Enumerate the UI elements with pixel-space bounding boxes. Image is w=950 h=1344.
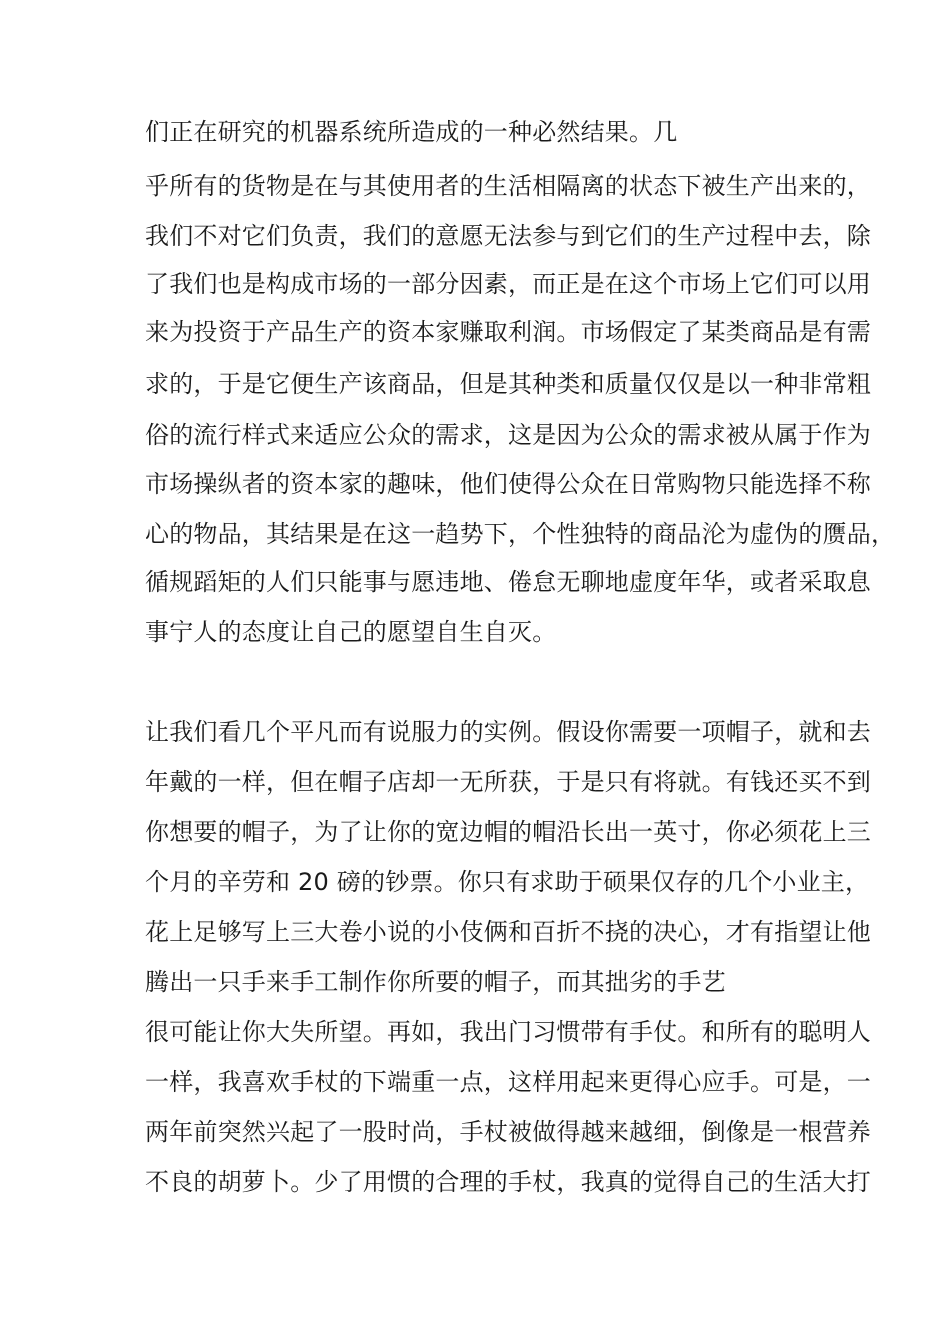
text-line: 乎所有的货物是在与其使用者的生活相隔离的状态下被生产出来的，	[145, 172, 871, 200]
text-line: 我们不对它们负责，我们的意愿无法参与到它们的生产过程中去，除	[145, 222, 871, 250]
text-line: 俗的流行样式来适应公众的需求，这是因为公众的需求被从属于作为	[145, 421, 871, 449]
text-line: 不良的胡萝卜。少了用惯的合理的手杖，我真的觉得自己的生活大打	[145, 1168, 871, 1196]
text-line: 市场操纵者的资本家的趣味，他们使得公众在日常购物只能选择不称	[145, 470, 871, 498]
text-line: 你想要的帽子，为了让你的宽边帽的帽沿长出一英寸，你必须花上三	[145, 818, 871, 846]
text-line: 心的物品，其结果是在这一趋势下，个性独特的商品沦为虚伪的赝品，	[145, 520, 896, 548]
text-line: 腾出一只手来手工制作你所要的帽子，而其拙劣的手艺	[145, 968, 726, 996]
text-line: 求的，于是它便生产该商品，但是其种类和质量仅仅是以一种非常粗	[145, 370, 871, 398]
text-line: 让我们看几个平凡而有说服力的实例。假设你需要一项帽子，就和去	[145, 718, 871, 746]
text-line: 一样，我喜欢手杖的下端重一点，这样用起来更得心应手。可是，一	[145, 1068, 871, 1096]
text-line: 们正在研究的机器系统所造成的一种必然结果。几	[145, 118, 678, 146]
text-line: 两年前突然兴起了一股时尚，手杖被做得越来越细，倒像是一根营养	[145, 1118, 871, 1146]
text-line: 了我们也是构成市场的一部分因素，而正是在这个市场上它们可以用	[145, 270, 871, 298]
text-line: 事宁人的态度让自己的愿望自生自灭。	[145, 618, 557, 646]
text-line: 年戴的一样，但在帽子店却一无所获，于是只有将就。有钱还买不到	[145, 768, 871, 796]
text-line: 来为投资于产品生产的资本家赚取利润。市场假定了某类商品是有需	[145, 318, 871, 346]
text-line: 个月的辛劳和 20 磅的钞票。你只有求助于硕果仅存的几个小业主，	[145, 868, 870, 896]
text-line: 很可能让你大失所望。再如，我出门习惯带有手仗。和所有的聪明人	[145, 1018, 871, 1046]
text-line: 花上足够写上三大卷小说的小伎俩和百折不挠的决心，才有指望让他	[145, 918, 871, 946]
text-line: 循规蹈矩的人们只能事与愿违地、倦怠无聊地虚度年华，或者采取息	[145, 568, 871, 596]
